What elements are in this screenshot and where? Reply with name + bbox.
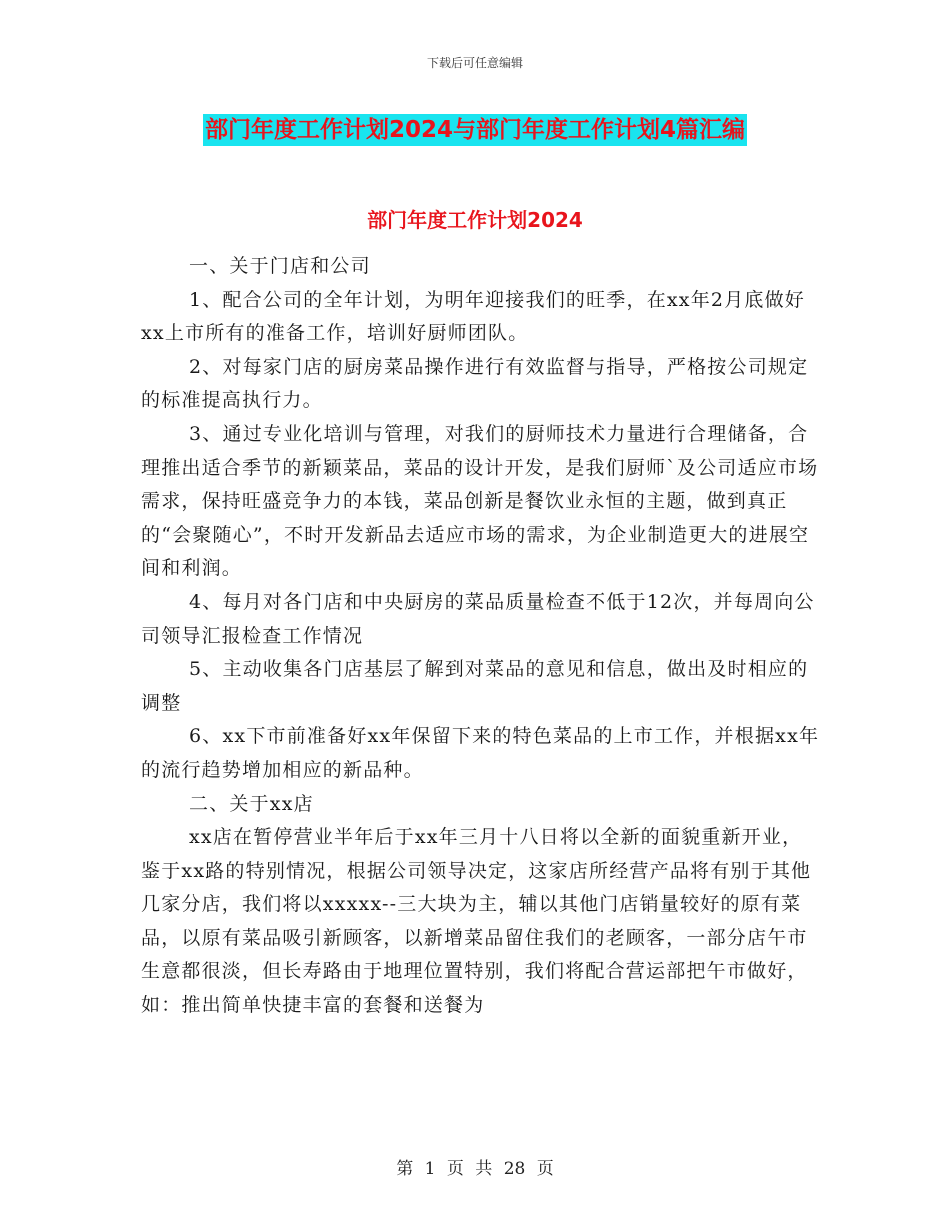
section-heading-1: 一、关于门店和公司: [189, 255, 371, 277]
main-title: 部门年度工作计划2024与部门年度工作计划4篇汇编: [203, 114, 747, 146]
paragraph-7: xx店在暂停营业半年后于xx年三月十八日将以全新的面貌重新开业，鉴于xx路的特别情况，根据公司领导决定，这家店所经营产品将有别于其他几家分店，我们将以xxxxx--三大块为主，辅以其他门店销量较好的原有菜品，以原有菜品吸引新顾客，以新增菜品留住我们的老顾客，一部分店午市生意都很淡，但长寿路由于地理位置特别，我们将配合营运部把午市做好，如：推出简单快捷丰富的套餐和送餐为: [141, 826, 812, 1017]
paragraph-3: 3、通过专业化培训与管理，对我们的厨师技术力量进行合理储备，合理推出适合季节的新颖菜品，菜品的设计开发，是我们厨师`及公司适应市场需求，保持旺盛竞争力的本钱，菜品创新是餐饮业永恒的主题，做到真正的“会聚随心”，不时开发新品去适应市场的需求，为企业制造更大的进展空间和利润。: [141, 422, 819, 580]
page-footer: 第 1 页 共 28 页: [396, 1159, 554, 1179]
main-title-wrap: [0, 114, 950, 146]
paragraph-2: 2、对每家门店的厨房菜品操作进行有效监督与指导，严格按公司规定的标准提高执行力。: [141, 355, 809, 412]
section-heading-2: 二、关于xx店: [189, 792, 314, 815]
paragraph-6: 6、xx下市前准备好xx年保留下来的特色菜品的上市工作，并根据xx年的流行趋势增加相应的新品种。: [141, 725, 820, 781]
header-note: 下载后可任意编辑: [426, 56, 523, 70]
body-text: [141, 250, 821, 1023]
paragraph-4: 4、每月对各门店和中央厨房的菜品质量检查不低于12次，并每周向公司领导汇报检查工作情况: [141, 590, 815, 647]
paragraph-1: 1、配合公司的全年计划，为明年迎接我们的旺季，在xx年2月底做好xx上市所有的准备工作，培训好厨师团队。: [141, 288, 806, 345]
paragraph-5: 5、主动收集各门店基层了解到对菜品的意见和信息，做出及时相应的调整: [141, 658, 809, 714]
section-title: 部门年度工作计划2024: [367, 208, 583, 232]
